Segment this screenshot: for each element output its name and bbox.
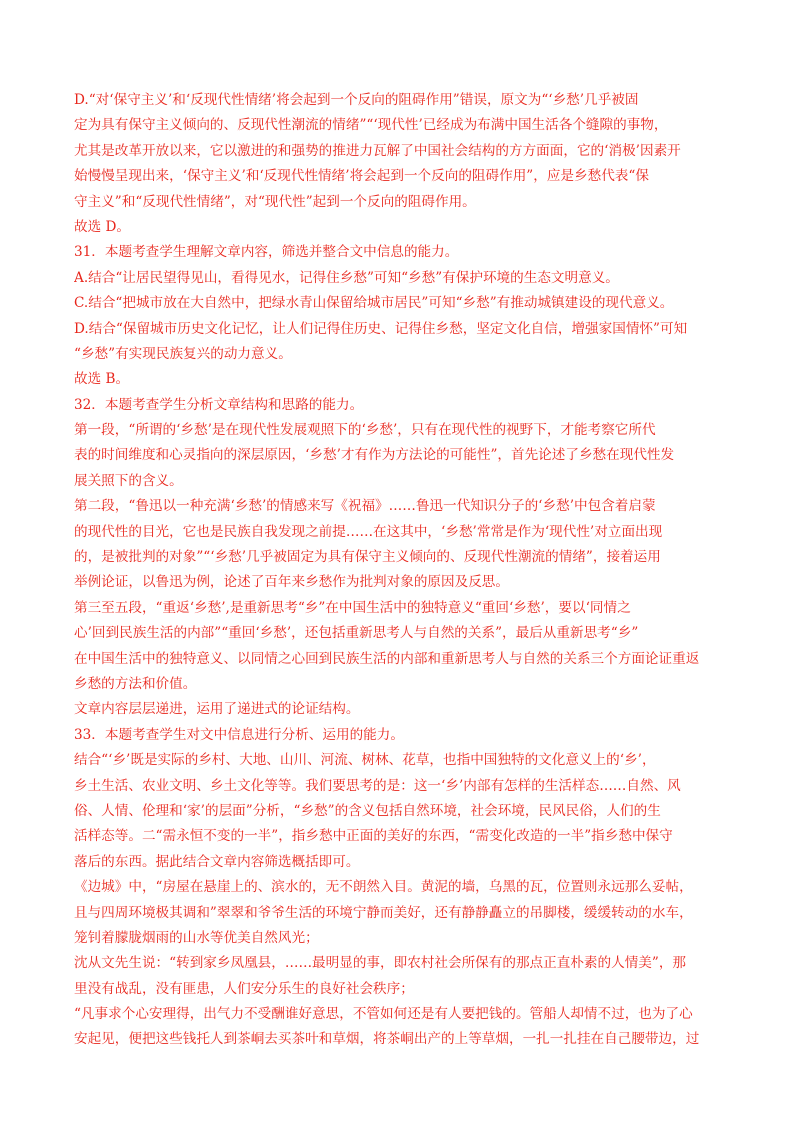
- text-line: 落后的东西。据此结合文章内容筛选概括即可。: [74, 853, 360, 870]
- text-line: 举例论证，以鲁迅为例，论述了百年来乡愁作为批判对象的原因及反思。: [74, 574, 509, 591]
- text-line: 尤其是改革开放以来，它以激进的和强势的推进力瓦解了中国社会结构的方方面面，它的‘消极’因素开: [74, 142, 681, 159]
- text-line: 始慢慢呈现出来，‘保守主义’和‘反现代性情绪’将会起到一个反向的阻碍作用”，应是乡愁代表“保: [74, 168, 649, 185]
- text-line: 笼钊着朦胧烟雨的山水等优美自然风光；: [74, 929, 319, 946]
- text-line: 且与四周环境极其调和”翠翠和爷爷生活的环境宁静而美好，还有静静矗立的吊脚楼，缓缓转动的水车，: [74, 904, 693, 921]
- text-line: 的现代性的目光，它也是民族自我发现之前提……在这其中，‘乡愁’常常是作为‘现代性’对立面出现: [74, 523, 663, 540]
- text-line: 定为具有保守主义倾向的、反现代性潮流的情绪”“‘现代性’已经成为布满中国生活各个缝隙的事物，: [74, 117, 668, 134]
- text-line: “乡愁”有实现民族复兴的动力意义。: [74, 345, 292, 362]
- text-line: C.结合“把城市放在大自然中，把绿水青山保留给城市居民”可知“乡愁”有推动城镇建设的现代意义。: [74, 295, 674, 312]
- text-line: 安起见，便把这些钱托人到茶峒去买茶叶和草烟，将茶峒出产的上等草烟，一扎一扎挂在自己腰带边，过: [74, 1031, 700, 1048]
- text-line: 第二段，“鲁迅以一种充满‘乡愁’的情感来写《祝福》……鲁迅一代知识分子的‘乡愁’中包含着启蒙: [74, 498, 656, 515]
- text-line: 展关照下的含义。: [74, 472, 183, 489]
- text-line: 活样态等。二“需永恒不变的一半”，指乡愁中正面的美好的东西，“需变化改造的一半”指乡愁中保守: [74, 828, 673, 845]
- text-line: 沈从文先生说：“转到家乡凤凰县，……最明显的事，即农村社会所保有的那点正直朴素的人情美”，那: [74, 955, 687, 972]
- text-line: 《边城》中，“房屋在悬崖上的、滨水的，无不朗然入目。黄泥的墙，乌黑的瓦，位置则永远那么妥帖，: [74, 879, 693, 896]
- text-line: 守主义”和“反现代性情绪”，对“现代性”起到一个反向的阻碍作用。: [74, 193, 476, 210]
- text-line: 结合“‘乡’既是实际的乡村、大地、山川、河流、树林、花草，也指中国独特的文化意义上的‘乡’，: [74, 752, 656, 769]
- text-line: 的，是被批判的对象”“‘乡愁’几乎被固定为具有保守主义倾向的、反现代性潮流的情绪”，接着运用: [74, 549, 661, 566]
- text-line: 里没有战乱，没有匪患，人们安分乐生的良好社会秩序；: [74, 980, 414, 997]
- text-line: 乡愁的方法和价值。: [74, 675, 197, 692]
- text-line: D.结合“保留城市历史文化记忆，让人们记得住历史、记得住乡愁，坚定文化自信，增强家国情怀”可知: [74, 320, 688, 337]
- text-line: 故选 B。: [74, 371, 130, 388]
- text-line: 33．本题考查学生对文中信息进行分析、运用的能力。: [74, 726, 404, 743]
- text-line: 第一段，“所谓的‘乡愁’是在现代性发展观照下的‘乡愁’，只有在现代性的视野下，才能考察它所代: [74, 422, 656, 439]
- text-line: 乡土生活、农业文明、乡土文化等等。我们要思考的是：这一‘乡’内部有怎样的生活样态……自然、风: [74, 777, 681, 794]
- text-line: 文章内容层层递进，运用了递进式的论证结构。: [74, 701, 360, 718]
- text-line: 俗、人情、伦理和‘家’的层面”分析，“乡愁”的含义包括自然环境，社会环境，民风民俗，人们的生: [74, 802, 661, 819]
- text-line: 第三至五段，“重返‘乡愁’,是重新思考“乡”在中国生活中的独特意义“重回‘乡愁’，要以‘同情之: [74, 599, 631, 616]
- text-line: D.“对‘保守主义’和‘反现代性情绪’将会起到一个反向的阻碍作用”错误，原文为“‘乡愁’几乎被固: [74, 92, 639, 108]
- text-line: 心’回到民族生活的内部”“重回‘乡愁’，还包括重新思考人与自然的关系”，最后从重新思考“乡”: [74, 625, 639, 642]
- text-line: 故选 D。: [74, 218, 131, 235]
- text-line: 32．本题考查学生分析文章结构和思路的能力。: [74, 396, 364, 413]
- text-line: 31．本题考查学生理解文章内容，筛选并整合文中信息的能力。: [74, 244, 459, 261]
- text-line: A.结合“让居民望得见山，看得见水，记得住乡愁”可知“乡愁”有保护环境的生态文明意义。: [74, 269, 619, 286]
- text-line: 表的时间维度和心灵指向的深层原因，‘乡愁’才有作为方法论的可能性”，首先论述了乡愁在现代性发: [74, 447, 675, 464]
- text-line: 在中国生活中的独特意义、以同情之心回到民族生活的内部和重新思考人与自然的关系三个方面论证重返: [74, 650, 700, 667]
- answer-text-body: [74, 88, 734, 1053]
- text-line: “凡事求个心安理得，出气力不受酬谁好意思，不管如何还是有人要把钱的。管船人却情不过，也为了心: [74, 1006, 693, 1023]
